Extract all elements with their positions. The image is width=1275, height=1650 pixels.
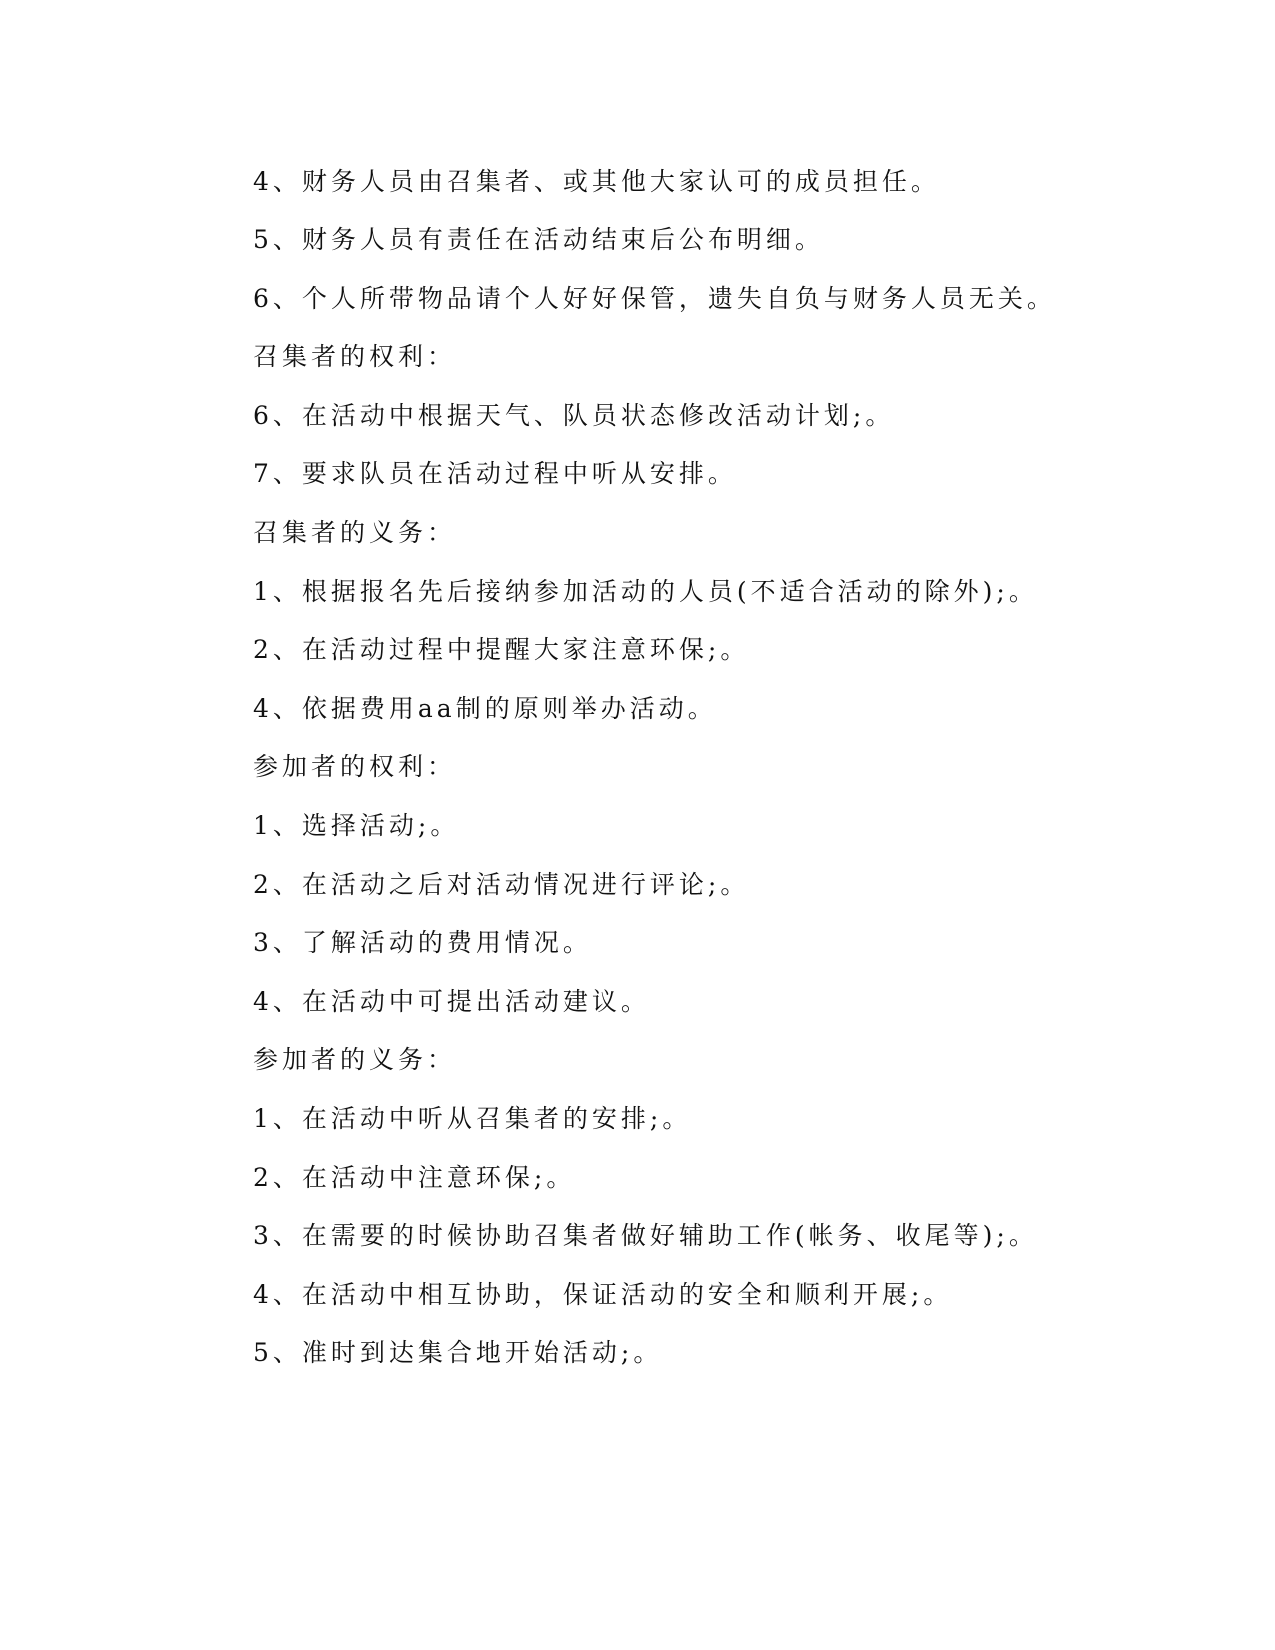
rule-line: 3、了解活动的费用情况。 <box>253 928 592 957</box>
rule-line: 4、在活动中可提出活动建议。 <box>253 987 650 1016</box>
rule-line: 5、财务人员有责任在活动结束后公布明细。 <box>253 225 824 254</box>
rule-line: 5、准时到达集合地开始活动;。 <box>253 1338 663 1367</box>
rule-line: 4、财务人员由召集者、或其他大家认可的成员担任。 <box>253 167 940 196</box>
rule-line: 7、要求队员在活动过程中听从安排。 <box>253 459 737 488</box>
rule-line: 1、根据报名先后接纳参加活动的人员(不适合活动的除外);。 <box>253 577 1038 606</box>
rule-line: 2、在活动中注意环保;。 <box>253 1163 576 1192</box>
rule-line: 1、在活动中听从召集者的安排;。 <box>253 1104 692 1133</box>
rule-line: 4、依据费用aa制的原则举办活动。 <box>253 694 717 723</box>
section-heading: 召集者的义务： <box>253 518 457 547</box>
rule-line: 2、在活动过程中提醒大家注意环保;。 <box>253 635 750 664</box>
rule-line: 1、选择活动;。 <box>253 811 460 840</box>
rule-line: 4、在活动中相互协助，保证活动的安全和顺利开展;。 <box>253 1280 953 1309</box>
rule-line: 6、个人所带物品请个人好好保管，遗失自负与财务人员无关。 <box>253 284 1056 313</box>
section-heading: 参加者的义务： <box>253 1045 457 1074</box>
section-heading: 召集者的权利： <box>253 342 457 371</box>
rule-line: 2、在活动之后对活动情况进行评论;。 <box>253 870 750 899</box>
section-heading: 参加者的权利： <box>253 752 457 781</box>
rule-line: 6、在活动中根据天气、队员状态修改活动计划;。 <box>253 401 895 430</box>
rule-line: 3、在需要的时候协助召集者做好辅助工作(帐务、收尾等);。 <box>253 1221 1038 1250</box>
